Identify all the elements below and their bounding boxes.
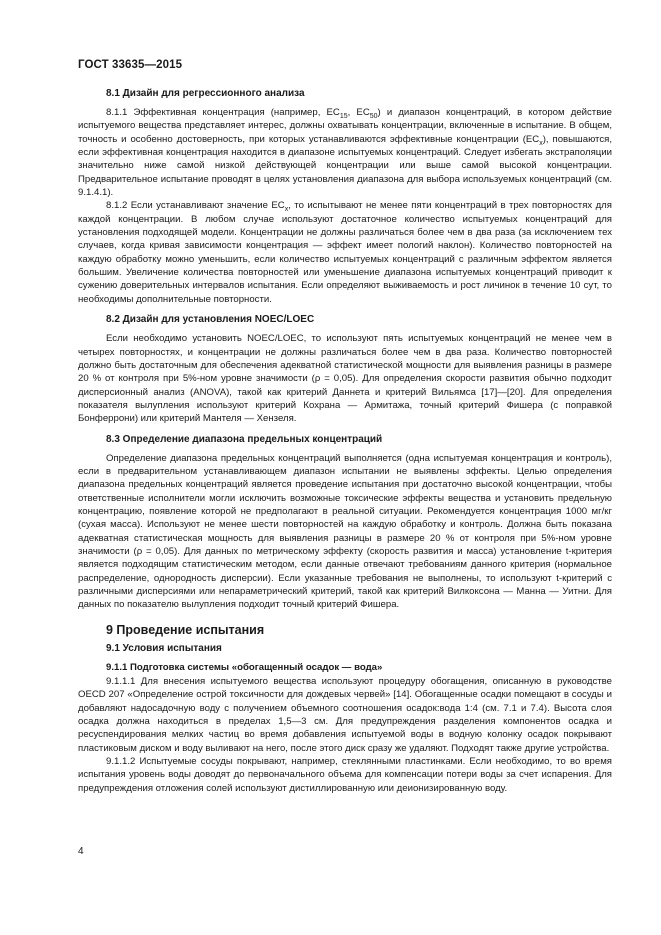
page-number: 4 xyxy=(78,846,84,857)
paragraph-8-1-1: 8.1.1 Эффективная концентрация (например, $EC_{15}$, $EC_{50}$) и диапазон концентраций, в котором действие испытуемого вещества представляет интерес, должны охватывать концентрации, включенные в испытание. В общем, точность и особенно достоверность, при которых устанавливаются эффективные концентрации $(EC_x)$, повышаются, если эффективная концентрация находится в диапазоне испытуемых концентраций. Следует избегать экстраполяции значительно ниже самой низкой действующей концентрации или выше самой высокой концентрации. Предварительное испытание проводят в целях установления диапазона для выбора используемых концентраций (см. 9.1.4.1). xyxy=(78,107,613,199)
page-content xyxy=(78,87,612,795)
section-8-2-heading: 8.2 Дизайн для установления NOEC/LOEC xyxy=(106,314,315,326)
section-9-1-heading: 9.1 Условия испытания xyxy=(106,642,222,654)
paragraph-8-2: Если необходимо установить NOEC/LOEC, то используют пять испытуемых концентраций не менее чем в четырех повторностях, и концентрации не должны различаться более чем в два раза. Количество повторностей должно быть достаточным для обеспечения адекватной статистической мощности для выявления разницы в размере 20 % от контроля при 5%-ном уровне значимости (ρ = 0,05). Для определения скорости развития обычно подходит дисперсионный анализ (ANOVA), такой как критерий Даннета и критерий Вильямса [17]—[20]. Для определения показателя вылупления используют критерий Кохрана — Армитажа, точный критерий Фишера (с поправкой Бонферрони) или критерий Мантеля — Хензеля. xyxy=(78,333,612,425)
section-8-3-heading: 8.3 Определение диапазона предельных концентраций xyxy=(106,433,383,445)
document-code-header: ГОСТ 33635—2015 xyxy=(78,59,183,71)
section-9-heading: 9 Проведение испытания xyxy=(106,622,265,637)
paragraph-8-1-2: 8.1.2 Если устанавливают значение $EC_x$, то испытывают не менее пяти концентраций в трех повторностях для каждой концентрации. В любом случае используют достаточное количество испытуемых концентраций для установления подходящей модели. Концентрации не должны различаться более чем в два раза (за исключением тех случаев, когда кривая зависимости концентрация — эффект имеет пологий наклон). Количество повторностей на каждую обработку можно уменьшить, если количество испытуемых концентраций с различным эффектом является большим. Увеличение количества повторностей или уменьшение диапазона испытуемых концентраций приводит к сужению доверительных интервалов испытания. Если определяют выживаемость и рост личинок в течение 10 сут, то необходимы дополнительные повторности. xyxy=(78,200,612,305)
paragraph-8-3: Определение диапазона предельных концентраций выполняется (одна испытуемая концентрация и контроль), если в предварительном устанавливающем диапазон испытании не выявлены эффекты. Целью определения диапазона предельных концентраций является проведение испытания при достаточно высокой концентрации, чтобы ответственные исполнители могли исключить возможные токсические эффекты вещества и установить предельную концентрацию, появление которой не предполагают в реальной ситуации. Рекомендуется концентрация 1000 мг/кг (сухая масса). Используют не менее шести повторностей на каждую обработку и контроль. Должна быть показана адекватная статистическая мощность для выявления разницы в размере 20 % от контроля при 5%-ном уровне значимости (ρ = 0,05). Для данных по метрическому эффекту (скорость развития и масса) установление t-критерия является подходящим статистическим методом, если данные отвечают требованиям данного критерия (нормальное распределение, однородность дисперсии). Если указанные требования не выполнены, то используют t-критерий с различными дисперсиями или непараметрический критерий, такой как критерий Вилкоксона — Манна — Уитни. Для данных по показателю вылупления подходит точный критерий Фишера. xyxy=(78,452,612,611)
section-8-1-heading: 8.1 Дизайн для регрессионного анализа xyxy=(106,88,305,99)
paragraph-9-1-1-2: 9.1.1.2 Испытуемые сосуды покрывают, например, стеклянными пластинками. Если необходимо, то во время испытания уровень воды доводят до первоначального объема для компенсации потери воды за счет испарения. Для предупреждения отложения солей используют дистиллированную или деионизированную воду. xyxy=(78,755,612,794)
paragraph-9-1-1-1: 9.1.1.1 Для внесения испытуемого вещества используют процедуру обогащения, описанную в руководстве OECD 207 «Определение острой токсичности для дождевых червей» [14]. Обогащенные осадки помещают в сосуды и добавляют надосадочную воду с получением объемного соотношения осадок:вода 1:4 (см. 7.1 и 7.4). Высота слоя осадка должна находиться в пределах 1,5—3 см. Для предупреждения разделения компонентов осадка и ресуспендирования мелких частиц во время добавления испытуемой воды в водную колонку осадок покрывают пластиковым диском и воду выливают на него, после этого диск сразу же удаляют. Подходят также другие устройства. xyxy=(78,675,612,754)
section-9-1-1-heading: 9.1.1 Подготовка системы «обогащенный осадок — вода» xyxy=(106,661,383,673)
